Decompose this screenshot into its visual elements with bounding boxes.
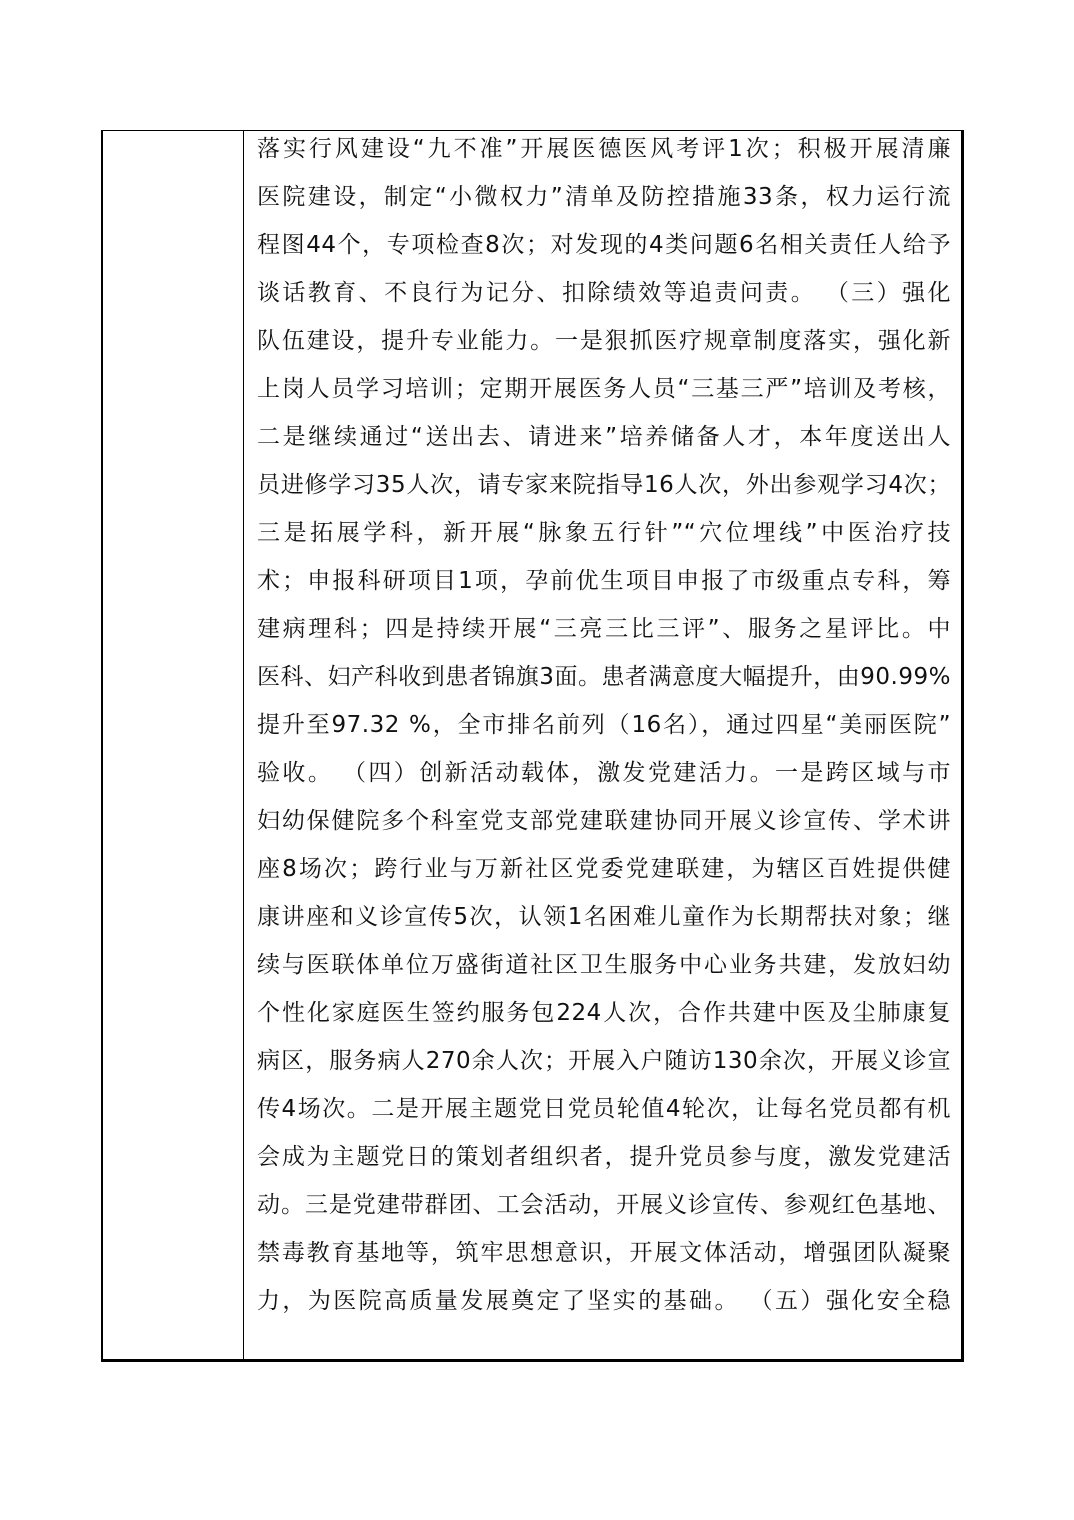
text-line: 二是继续通过“送出去、请进来”培养储备人才，本年度送出人 (257, 424, 951, 450)
text-line: 队伍建设，提升专业能力。一是狠抓医疗规章制度落实，强化新 (257, 328, 951, 354)
text-line: 落实行风建设“九不准”开展医德医风考评1次；积极开展清廉 (257, 136, 951, 162)
table-content-cell (244, 131, 961, 1359)
text-line: 传4场次。二是开展主题党日党员轮值4轮次，让每名党员都有机 (257, 1096, 951, 1122)
text-line: 会成为主题党日的策划者组织者，提升党员参与度，激发党建活 (257, 1144, 951, 1170)
text-line: 力，为医院高质量发展奠定了坚实的基础。 （五）强化安全稳 (257, 1288, 951, 1314)
document-table (101, 130, 964, 1362)
table-left-cell (103, 131, 244, 1359)
text-line: 提升至97.32 %，全市排名前列（16名），通过四星“美丽医院” (257, 712, 951, 738)
text-line: 禁毒教育基地等，筑牢思想意识，开展文体活动，增强团队凝聚 (257, 1240, 951, 1266)
text-line: 谈话教育、不良行为记分、扣除绩效等追责问责。 （三）强化 (257, 280, 951, 306)
text-line: 动。三是党建带群团、工会活动，开展义诊宣传、参观红色基地、 (257, 1192, 951, 1218)
text-line: 三是拓展学科，新开展“脉象五行针”“穴位埋线”中医治疗技 (257, 520, 951, 546)
text-line: 建病理科；四是持续开展“三亮三比三评”、服务之星评比。中 (257, 616, 951, 642)
text-line: 术；申报科研项目1项，孕前优生项目申报了市级重点专科，筹 (257, 568, 951, 594)
text-line: 续与医联体单位万盛街道社区卫生服务中心业务共建，发放妇幼 (257, 952, 951, 978)
text-line: 病区，服务病人270余人次；开展入户随访130余次，开展义诊宣 (257, 1048, 951, 1074)
text-line: 座8场次；跨行业与万新社区党委党建联建，为辖区百姓提供健 (257, 856, 951, 882)
text-line: 医科、妇产科收到患者锦旗3面。患者满意度大幅提升，由90.99% (257, 664, 951, 690)
text-line: 个性化家庭医生签约服务包224人次，合作共建中医及尘肺康复 (257, 1000, 951, 1026)
text-line: 妇幼保健院多个科室党支部党建联建协同开展义诊宣传、学术讲 (257, 808, 951, 834)
text-line: 上岗人员学习培训；定期开展医务人员“三基三严”培训及考核， (257, 376, 951, 402)
text-line: 医院建设，制定“小微权力”清单及防控措施33条，权力运行流 (257, 184, 951, 210)
text-line: 程图44个，专项检查8次；对发现的4类问题6名相关责任人给予 (257, 232, 951, 258)
text-line: 员进修学习35人次，请专家来院指导16人次，外出参观学习4次； (257, 472, 951, 498)
text-line: 验收。 （四）创新活动载体，激发党建活力。一是跨区域与市 (257, 760, 951, 786)
text-line: 康讲座和义诊宣传5次，认领1名困难儿童作为长期帮扶对象；继 (257, 904, 951, 930)
